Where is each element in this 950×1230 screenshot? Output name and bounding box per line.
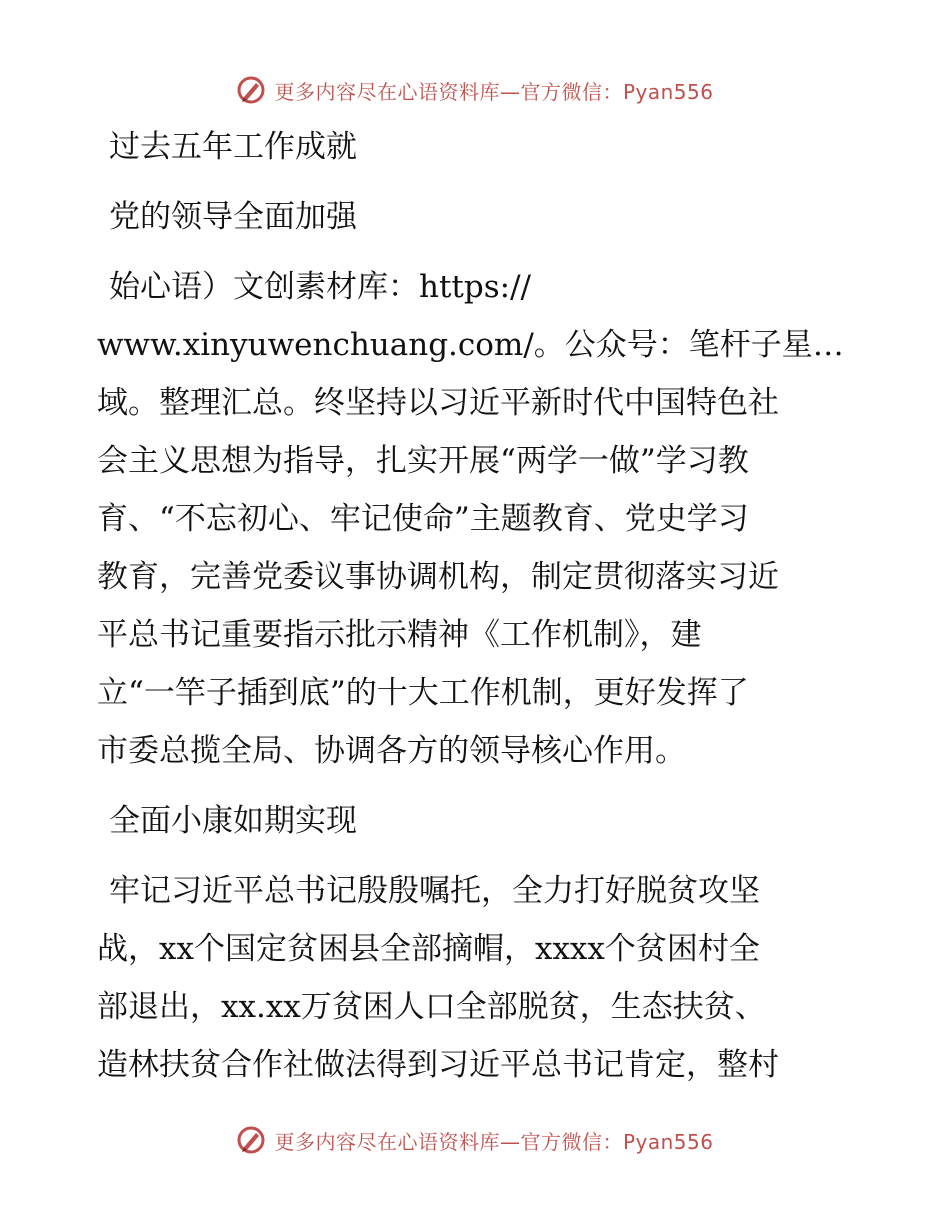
header-banner-text: 更多内容尽在心语资料库—官方微信：Pyan556 (274, 79, 714, 104)
paragraph-line: 教育，完善党委议事协调机构，制定贯彻落实习近 (97, 559, 779, 595)
section-heading-moderate-prosperity: 全面小康如期实现 (109, 803, 357, 839)
paragraph-line: 牢记习近平总书记殷殷嘱托，全力打好脱贫攻坚 (109, 873, 760, 909)
paragraph-line: 域。整理汇总。终坚持以习近平新时代中国特色社 (97, 385, 779, 421)
paragraph-line: 平总书记重要指示批示精神《工作机制》，建 (97, 617, 702, 653)
header-banner (0, 70, 950, 110)
paragraph-line: 会主义思想为指导，扎实开展“两学一做”学习教 (97, 443, 749, 479)
paragraph-line: 育、“不忘初心、牢记使命”主题教育、党史学习 (97, 501, 749, 537)
footer-banner-text: 更多内容尽在心语资料库—官方微信：Pyan556 (274, 1129, 714, 1154)
pen-logo-icon (236, 1125, 266, 1155)
paragraph-poverty-alleviation (97, 862, 857, 1094)
paragraph-line: 造林扶贫合作社做法得到习近平总书记肯定，整村 (97, 1047, 779, 1083)
paragraph-line: 市委总揽全局、协调各方的领导核心作用。 (97, 733, 686, 769)
footer-banner (0, 1120, 950, 1160)
paragraph-party-leadership (97, 258, 857, 780)
document-body (97, 118, 857, 1094)
paragraph-line: www.xinyuwenchuang.com/。公众号：笔杆子星… (97, 327, 844, 363)
section-heading-party-leadership: 党的领导全面加强 (109, 199, 357, 235)
paragraph-line: 战，xx个国定贫困县全部摘帽，xxxx个贫困村全 (97, 931, 760, 967)
paragraph-line: 立“一竿子插到底”的十大工作机制，更好发挥了 (97, 675, 749, 711)
paragraph-line: 始心语）文创素材库：https:// (109, 269, 531, 305)
paragraph-line: 部退出，xx.xx万贫困人口全部脱贫，生态扶贫、 (97, 989, 766, 1025)
section-heading-achievements: 过去五年工作成就 (109, 129, 357, 165)
pen-logo-icon (236, 75, 266, 105)
